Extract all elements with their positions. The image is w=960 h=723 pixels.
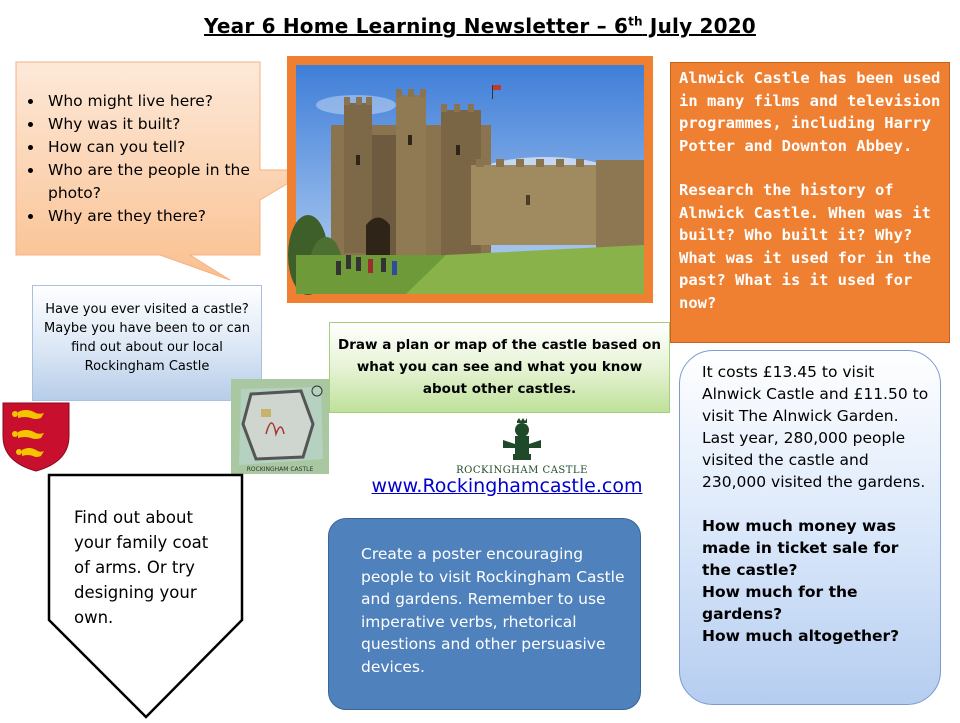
question-item: • Who might live here? xyxy=(44,90,250,113)
total-revenue-question: How much altogether? xyxy=(702,627,900,645)
draw-plan-box xyxy=(329,322,670,413)
title-text: Year 6 Home Learning Newsletter – 6 xyxy=(204,14,629,38)
visitor-numbers-text: Last year, 280,000 people visited the castle and 230,000 visited the gardens. xyxy=(702,429,926,491)
poster-task-text: Create a poster encouraging people to visit Rockingham Castle and gardens. Remember to use imperative verbs, rhetorical questions and other persuasive devices. xyxy=(361,545,625,676)
logo-text: ROCKINGHAM CASTLE xyxy=(456,465,588,476)
alnwick-research-text: Research the history of Alnwick Castle. When was it built? Who built it? Why? What was it used for in the past? What is it used for now? xyxy=(679,181,931,312)
castle-revenue-question: How much money was made in ticket sale for the castle? xyxy=(702,517,899,579)
gardens-revenue-question: How much for the gardens? xyxy=(702,583,858,623)
coat-of-arms-shield-icon xyxy=(0,400,72,473)
draw-plan-text: Draw a plan or map of the castle based on what you can see and what you know about other castles. xyxy=(338,337,661,397)
title-ordinal: th xyxy=(628,14,643,29)
castle-photo xyxy=(287,56,653,303)
ticket-prices-text: It costs £13.45 to visit Alnwick Castle and £11.50 to visit The Alnwick Garden. xyxy=(702,363,929,425)
map-label: ROCKINGHAM CASTLE xyxy=(246,466,314,473)
rockingham-website-link[interactable]: www.Rockinghamcastle.com xyxy=(371,475,643,497)
title-date: July 2020 xyxy=(642,14,756,38)
rockingham-local-text: Maybe you have been to or can find out about our local Rockingham Castle xyxy=(44,321,250,374)
question-item: • Why was it built? xyxy=(44,113,250,136)
ticket-cost-box xyxy=(679,350,941,705)
questions-list xyxy=(16,64,260,254)
question-item: • Why are they there? xyxy=(44,205,250,228)
coat-of-arms-task-text: Find out about your family coat of arms. Or try designing your own. xyxy=(74,508,209,627)
question-item: • How can you tell? xyxy=(44,136,250,159)
question-item: • Who are the people in the photo? xyxy=(44,159,250,205)
poster-task-box xyxy=(328,518,641,710)
castle-plan-map xyxy=(231,379,329,474)
visited-castle-box xyxy=(32,285,262,401)
visited-question-text: Have you ever visited a castle? xyxy=(45,302,249,317)
castle-photo-image xyxy=(296,65,644,294)
alnwick-info-box xyxy=(670,62,950,343)
alnwick-films-text: Alnwick Castle has been used in many films and television programmes, including Harry Potter and Downton Abbey. xyxy=(679,69,941,155)
rockingham-castle-logo xyxy=(456,418,588,480)
newsletter-title xyxy=(0,14,960,38)
